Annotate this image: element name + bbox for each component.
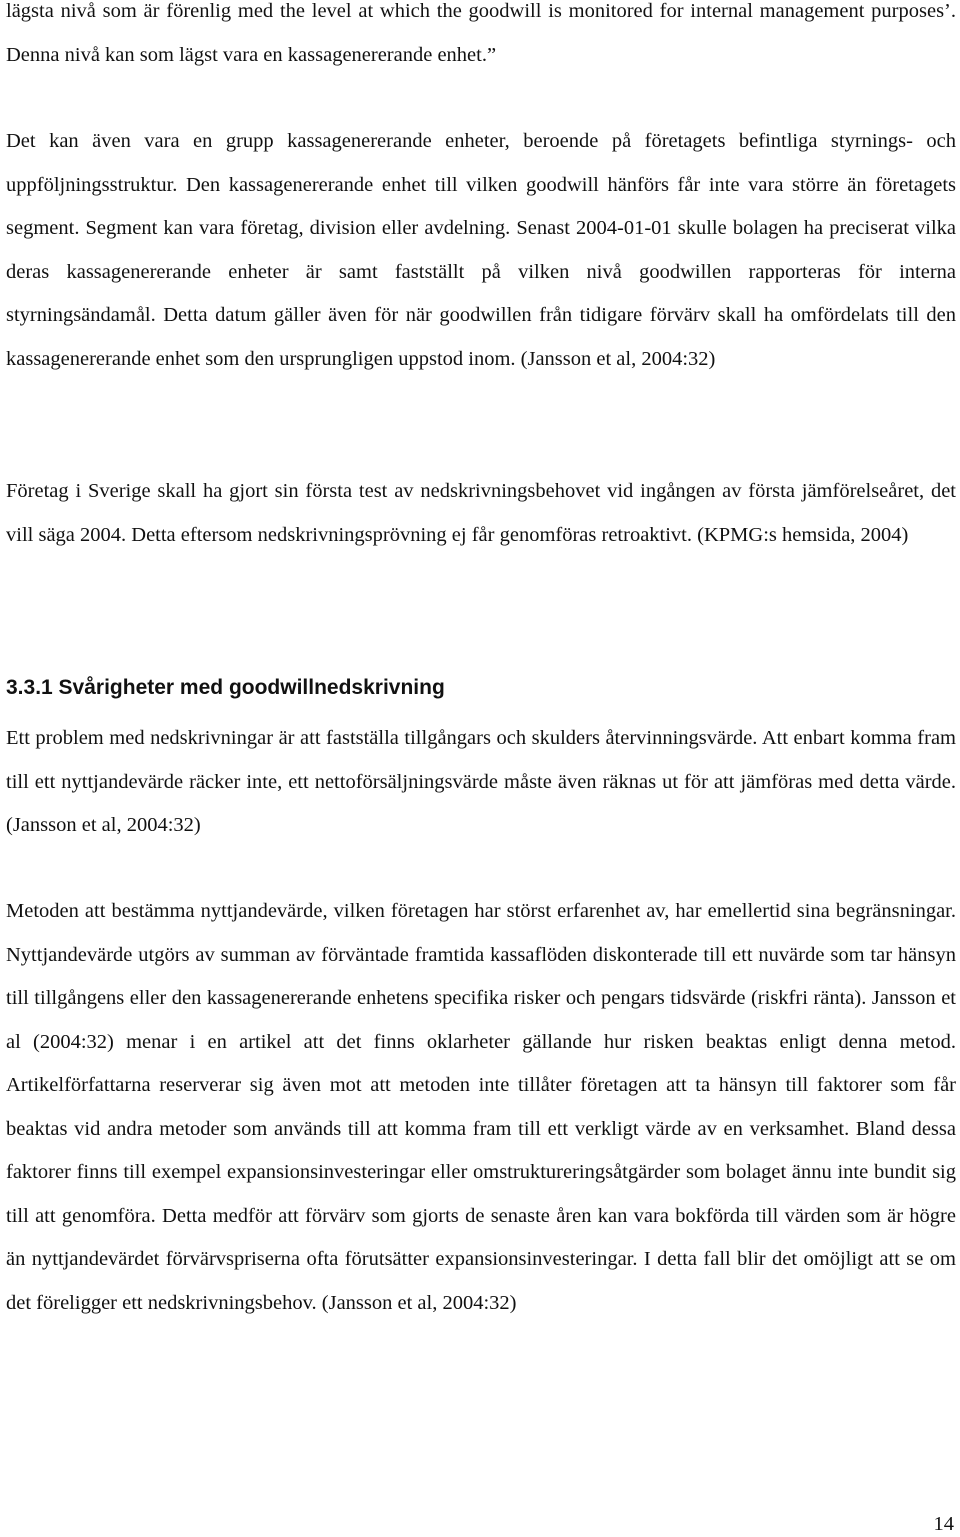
paragraph-1: lägsta nivå som är förenlig med the level at which the goodwill is monitored for internal management purposes’. Denna nivå kan som lägst vara en kassagenererande enhet.” [6,0,956,66]
paragraph-2: Det kan även vara en grupp kassagenererande enheter, beroende på företagets befintliga styrnings- och uppföljningsstruktur. Den kassagenererande enhet till vilken goodwill hänförs får inte vara större än företagets segment. Segment kan vara företag, division eller avdelning. Senast 2004-01-01 skulle bolagen ha preciserat vilka deras kassagenererande enheter är samt fastställt på vilken nivå goodwillen rapporteras för interna styrningsändamål. Detta datum gäller även för när goodwillen från tidigare förvärv skall ha omfördelats till den kassagenererande enhet som den ursprungligen uppstod inom. (Jansson et al, 2004:32) [6,130,956,370]
page-number: 14 [933,1513,954,1535]
paragraph-4: Ett problem med nedskrivningar är att fastställa tillgångars och skulders återvinningsvärde. Att enbart komma fram till ett nyttjandevärde räcker inte, ett nettoförsäljningsvärde måste även räknas ut för att jämföras med detta värde. (Jansson et al, 2004:32) [6,727,956,836]
paragraph-5: Metoden att bestämma nyttjandevärde, vilken företagen har störst erfarenhet av, har emellertid sina begränsningar. Nyttjandevärde utgörs av summan av förväntade framtida kassaflöden diskonterade till ett nuvärde som tar hänsyn till tillgångens eller den kassagenererande enhetens specifika risker och pengars tidsvärde (riskfri ränta). Jansson et al (2004:32) menar i en artikel att det finns oklarheter gällande hur risken beaktas enligt denna metod. Artikelförfattarna reserverar sig även mot att metoden inte tillåter företagen att ta hänsyn till faktorer som får beaktas vid andra metoder som används till att komma fram till ett verkligt värde av en verksamhet. Bland dessa faktorer finns till exempel expansionsinvesteringar eller omstruktureringsåtgärder som bolaget ännu inte bundit sig till att genomföra. Detta medför att förvärv som gjorts de senaste åren kan vara bokförda till värden som är högre än nyttjandevärdet förvärvspriserna ofta förutsätter expansionsinvesteringar. I detta fall blir det omöjligt att se om det föreligger ett nedskrivningsbehov. (Jansson et al, 2004:32) [6,900,956,1314]
section-heading: 3.3.1 Svårigheter med goodwillnedskrivning [6,676,445,699]
paragraph-3: Företag i Sverige skall ha gjort sin första test av nedskrivningsbehovet vid ingången av första jämförelseåret, det vill säga 2004. Detta eftersom nedskrivningsprövning ej får genomföras retroaktivt. (KPMG:s hemsida, 2004) [6,480,956,546]
